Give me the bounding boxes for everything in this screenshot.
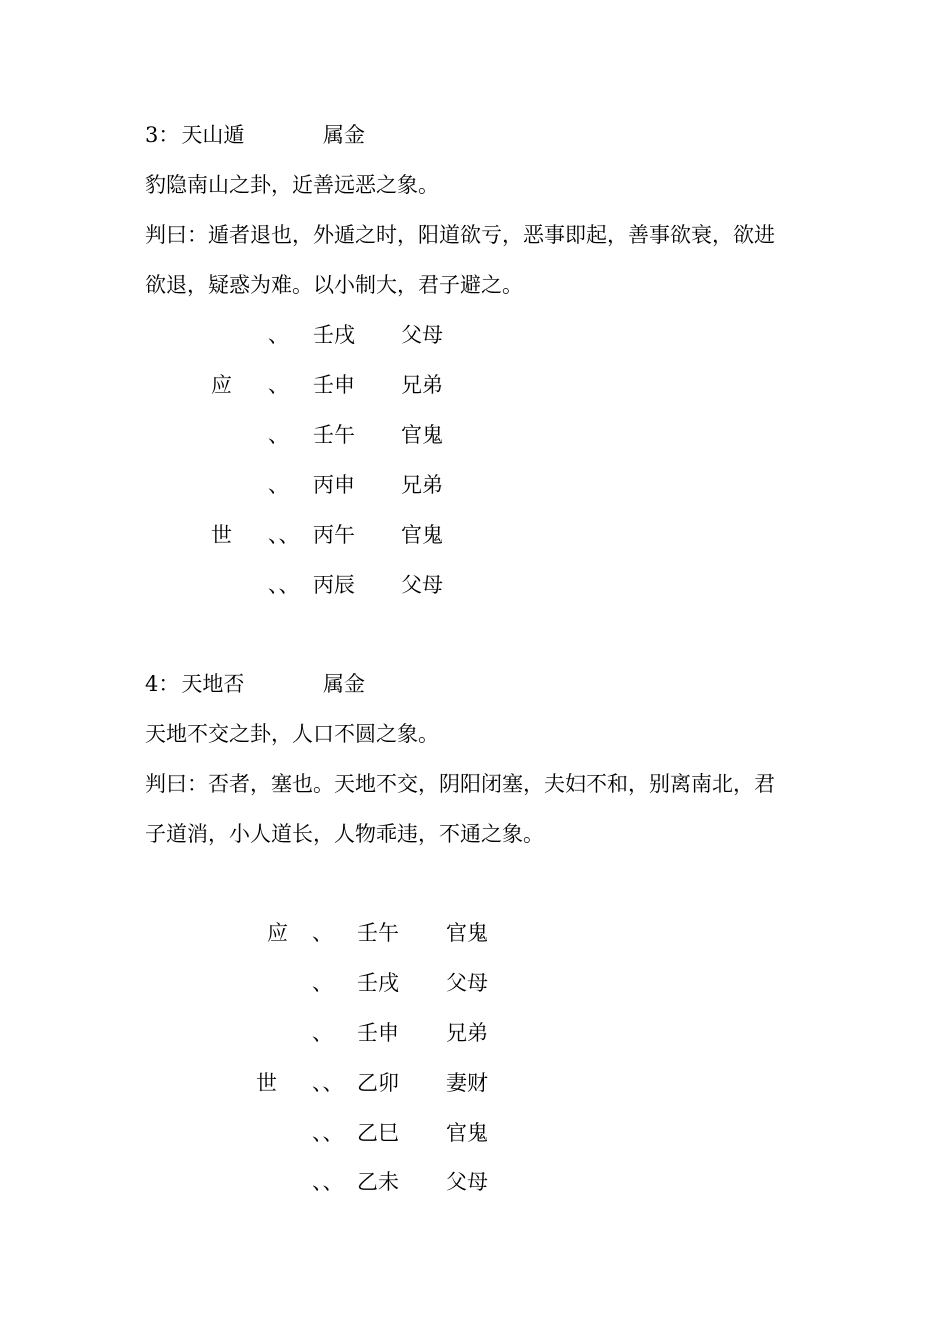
six-relation: 官鬼 xyxy=(401,423,443,447)
six-relation: 兄弟 xyxy=(401,473,443,497)
yao-mark: 、、 xyxy=(268,523,300,547)
yao-mark: 、、 xyxy=(312,1170,344,1194)
hexagram-element: 属金 xyxy=(323,672,365,696)
six-relation: 兄弟 xyxy=(401,373,443,397)
judgment-line: 欲退，疑惑为难。以小制大，君子避之。 xyxy=(145,273,523,297)
shi-ying-mark: 世 xyxy=(211,523,232,547)
hexagram-number: 4： xyxy=(145,672,180,696)
yao-mark: 、 xyxy=(312,921,333,945)
shi-ying-mark: 世 xyxy=(256,1071,277,1095)
ganzhi: 乙卯 xyxy=(357,1071,399,1095)
six-relation: 兄弟 xyxy=(446,1021,488,1045)
ganzhi: 壬午 xyxy=(357,921,399,945)
ganzhi: 壬午 xyxy=(313,423,355,447)
six-relation: 父母 xyxy=(446,1170,488,1194)
six-relation: 妻财 xyxy=(446,1071,488,1095)
yao-mark: 、 xyxy=(312,1021,333,1045)
six-relation: 父母 xyxy=(401,573,443,597)
ganzhi: 乙未 xyxy=(357,1170,399,1194)
six-relation: 父母 xyxy=(446,971,488,995)
hexagram-title-3 xyxy=(145,120,365,150)
yao-mark: 、、 xyxy=(312,1121,344,1145)
ganzhi: 丙辰 xyxy=(313,573,355,597)
ganzhi: 壬申 xyxy=(313,373,355,397)
hexagram-summary: 天地不交之卦，人口不圆之象。 xyxy=(145,722,439,746)
hexagram-summary: 豹隐南山之卦，近善远恶之象。 xyxy=(145,173,439,197)
six-relation: 官鬼 xyxy=(446,921,488,945)
shi-ying-mark: 应 xyxy=(267,921,288,945)
hexagram-title-4 xyxy=(145,669,365,699)
ganzhi: 丙申 xyxy=(313,473,355,497)
ganzhi: 丙午 xyxy=(313,523,355,547)
ganzhi: 乙巳 xyxy=(357,1121,399,1145)
yao-mark: 、 xyxy=(268,323,289,347)
six-relation: 官鬼 xyxy=(446,1121,488,1145)
ganzhi: 壬戌 xyxy=(357,971,399,995)
judgment-line: 判曰：遁者退也，外遁之时，阳道欲亏，恶事即起，善事欲衰，欲进 xyxy=(145,223,775,247)
ganzhi: 壬戌 xyxy=(313,323,355,347)
hexagram-name: 天地否 xyxy=(181,672,245,696)
six-relation: 官鬼 xyxy=(401,523,443,547)
yao-mark: 、 xyxy=(268,423,289,447)
hexagram-element: 属金 xyxy=(323,123,365,147)
yao-mark: 、 xyxy=(312,971,333,995)
yao-mark: 、 xyxy=(268,473,289,497)
yao-mark: 、、 xyxy=(268,573,300,597)
six-relation: 父母 xyxy=(401,323,443,347)
ganzhi: 壬申 xyxy=(357,1021,399,1045)
yao-mark: 、、 xyxy=(312,1071,344,1095)
shi-ying-mark: 应 xyxy=(211,373,232,397)
judgment-line: 判曰：否者，塞也。天地不交，阴阳闭塞，夫妇不和，别离南北，君 xyxy=(145,772,775,796)
hexagram-name: 天山遁 xyxy=(181,123,245,147)
judgment-line: 子道消，小人道长，人物乖违，不通之象。 xyxy=(145,822,544,846)
hexagram-number: 3： xyxy=(145,123,180,147)
yao-mark: 、 xyxy=(268,373,289,397)
